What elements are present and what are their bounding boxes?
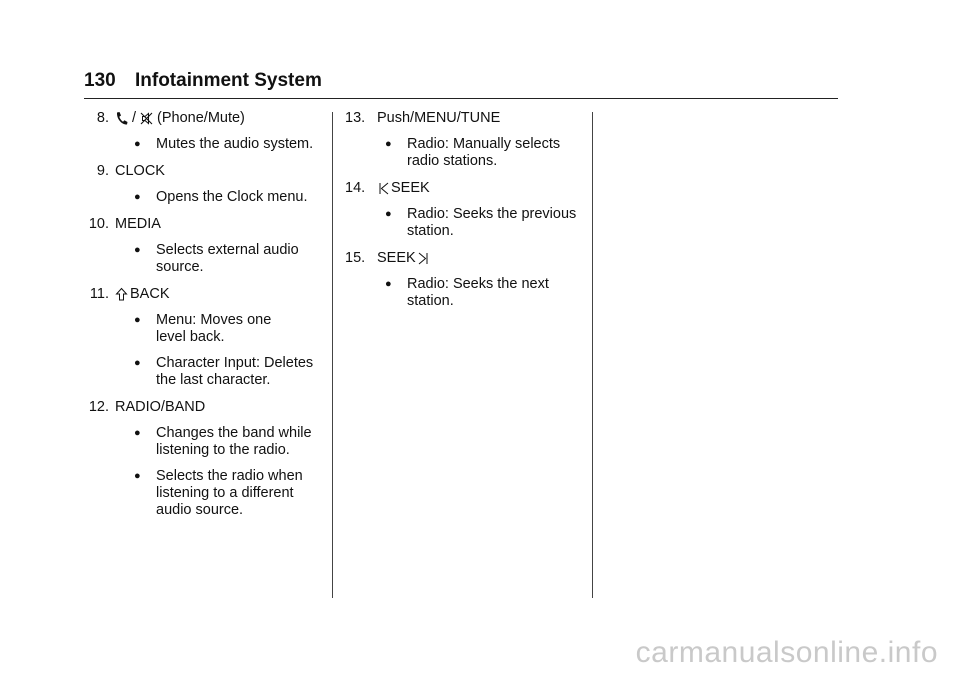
phone-icon [115,111,128,126]
bullet-text: Changes the band while listening to the radio. [156,425,312,458]
bullet-dot: ● [134,244,141,256]
bullet-dot: ● [385,138,392,150]
bullet-text: Radio: Manually selects radio stations. [407,136,561,169]
bullet-row [134,136,328,153]
bullet-row [134,425,328,459]
bullet-text: Radio: Seeks the next station. [407,276,549,309]
bullet-row [134,242,328,276]
list-item-14 [345,180,585,240]
column-divider-left [332,112,333,598]
bullet-dot: ● [385,278,392,290]
bullet-text: Opens the Clock menu. [156,189,308,205]
bullet-dot: ● [134,191,141,203]
item-number: 12. [88,399,109,415]
bullet-text: Selects external audio source. [156,242,299,275]
list-item-11 [80,286,328,389]
bullet-row [385,136,585,170]
bullet-dot: ● [134,470,141,482]
item-label: SEEK [391,180,430,196]
item-label: SEEK [377,250,416,266]
bullet-row [134,189,328,206]
list-item-12 [80,399,328,519]
bullet-row [134,312,328,346]
back-arrow-icon [115,287,128,302]
icon-separator: / [132,110,137,126]
seek-back-icon [377,181,390,196]
item-number: 10. [88,216,109,232]
item-number: 9. [96,163,109,179]
seek-forward-icon [417,251,430,266]
item-label: CLOCK [115,163,165,179]
page-header [84,70,322,92]
bullet-row [385,206,585,240]
item-number: 14. [345,180,366,196]
watermark: carmanualsonline.info [635,636,938,669]
item-label: Push/MENU/TUNE [377,110,501,126]
list-item-9 [80,163,328,206]
bullet-text: Selects the radio when listening to a different audio source. [156,468,303,518]
bullet-dot: ● [134,427,141,439]
item-label: BACK [130,286,170,302]
bullet-dot: ● [134,138,141,150]
bullet-row [134,355,328,389]
column-2 [345,110,585,320]
list-item-10 [80,216,328,276]
header-rule [84,98,838,99]
item-label: RADIO/BAND [115,399,206,415]
list-item-15 [345,250,585,310]
bullet-text: Menu: Moves one level back. [156,312,272,345]
section-title: Infotainment System [134,70,322,91]
item-number: 13. [345,110,366,126]
mute-icon [140,111,153,126]
page-number: 130 [84,70,116,91]
bullet-row [134,468,328,519]
bullet-text: Radio: Seeks the previous station. [407,206,577,239]
column-divider-right [592,112,593,598]
bullet-text: Mutes the audio system. [156,136,314,152]
column-1 [80,110,328,529]
item-number: 11. [89,286,109,302]
bullet-row [385,276,585,310]
list-item-13 [345,110,585,170]
bullet-dot: ● [134,357,141,369]
list-item-8 [80,110,328,153]
item-number: 15. [345,250,366,266]
bullet-dot: ● [134,314,141,326]
item-label: MEDIA [115,216,161,232]
item-number: 8. [96,110,109,126]
bullet-text: Character Input: Deletes the last character. [156,355,314,388]
item-label: (Phone/Mute) [157,110,245,126]
bullet-dot: ● [385,208,392,220]
